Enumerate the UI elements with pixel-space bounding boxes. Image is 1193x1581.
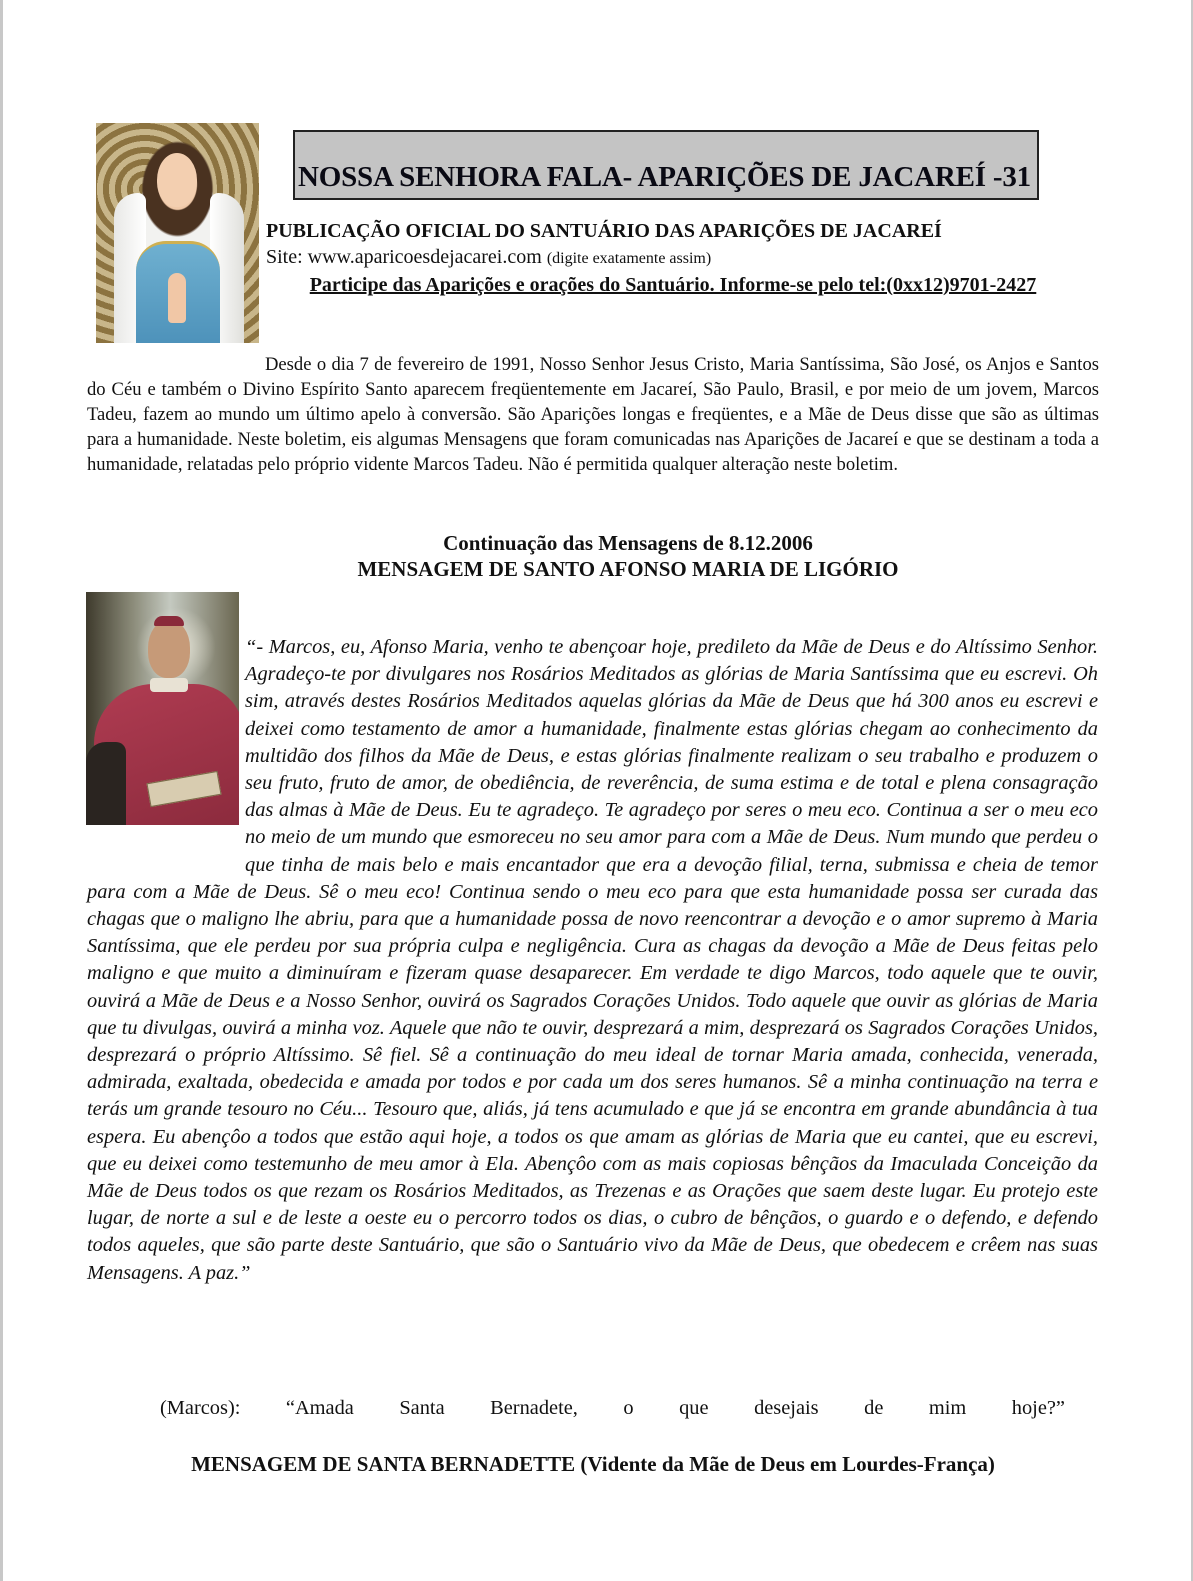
message-quote [87, 634, 1098, 1287]
face [157, 153, 197, 207]
message-text: “- Marcos, eu, Afonso Maria, venho te abençoar hoje, predileto da Mãe de Deus e do Altíssimo Senhor. Agradeço-te por divulgares nos Rosários Meditados as glórias de Maria Santíssima que eu escrevi. Oh sim, através destes Rosários Meditados aquelas glórias da Mãe de Deus que há 300 anos eu escrevi e deixei como testamento de amor a humanidade, finalmente estas glórias chegam ao conhecimento da multidão dos filhos da Mãe de Deus, e estas glórias finalmente realizam o seu trabalho e produzem o seu fruto, fruto de amor, de obediência, de reverência, de suma estima e de total e plena consagração das almas à Mãe de Deus. Eu te agradeço. Te agradeço por seres o meu eco. Continua a ser o meu eco no meio de um mundo que esmoreceu no seu amor para com a Mãe de Deus. Num mundo que perdeu o que tinha de mais belo e mais encantador que era a devoção filial, terna, submissa e cheia de temor para com a Mãe de Deus. Sê o meu eco! Continua sendo o meu eco para que esta humanidade possa ser curada das chagas que o maligno lhe abriu, para que a humanidade possa de novo reencontrar a devoção e o amor supremo à Maria Santíssima, que ele perdeu por sua própria culpa e negligência. Cura as chagas da devoção a Mãe de Deus feitas pelo maligno e que muito a diminuíram e fizeram quase desaparecer. Em verdade te digo Marcos, todo aquele que te ouvir, ouvirá a Mãe de Deus e a Nosso Senhor, ouvirá os Sagrados Corações Unidos. Todo aquele que ouvir as glórias de Maria que tu divulgas, ouvirá a minha voz. Aquele que não te ouvir, desprezará a mim, desprezará os Sagrados Corações Unidos, desprezará o próprio Altíssimo. Sê fiel. Sê a continuação do meu ideal de tornar Maria amada, conhecida, venerada, admirada, exaltada, obedecida e amada por todos e por cada um dos seres humanos. Sê a minha continuação na terra e terás um grande tesouro no Céu... Tesouro que, aliás, já tens acumulado e que já se encontra em grande abundância à tua espera. Eu abençôo a todos que estão aqui hoje, a todos os que amam as glórias de Maria que eu cantei, que eu escrevi, que eu deixei como testemunho de meu amor à Ela. Abençôo com as mais copiosas bênçãos da Imaculada Conceição da Mãe de Deus todos os que rezam os Rosários Meditados, as Trezenas e as Orações que saem deste lugar. Eu protejo este lugar, de norte a sul e de leste a oeste eu o percorro todos os dias, o cubro de bênçãos, o guardo e o defendo, e defendo todos aqueles, que são parte deste Santuário, que são o Santuário vivo da Mãe de Deus, que obedecem e crêem nas suas Mensagens. A paz.” [87, 636, 1098, 1284]
site-line [266, 246, 711, 269]
dialogue-word: (Marcos): [160, 1397, 241, 1419]
message-heading: MENSAGEM DE SANTO AFONSO MARIA DE LIGÓRIO [357, 557, 899, 581]
dialogue-word: desejais [754, 1397, 819, 1419]
dialogue-word: Santa [399, 1397, 445, 1419]
praying-hands [168, 273, 186, 323]
dialogue-word: mim [928, 1397, 967, 1419]
dialogue-word: o [623, 1397, 634, 1419]
intro-paragraph: Desde o dia 7 de fevereiro de 1991, Nosso Senhor Jesus Cristo, Maria Santíssima, São José, os Anjos e Santos do Céu e também o Divino Espírito Santo aparecem freqüentemente em Jacareí, São Paulo, Brasil, e por meio de um jovem, Marcos Tadeu, fazem ao mundo um último apelo à conversão. São Aparições longas e freqüentes, e a Mãe de Deus disse que são as últimas para a humanidade. Neste boletim, eis algumas Mensagens que foram comunicadas nas Aparições de Jacareí e que se destinam a toda a humanidade, relatadas pelo próprio vidente Marcos Tadeu. Não é permitida qualquer alteração neste boletim. [87, 354, 1099, 475]
zucchetto [154, 616, 184, 626]
dialogue-word: hoje?” [1011, 1397, 1065, 1419]
dialogue-line [160, 1397, 1065, 1420]
dialogue-word: Bernadete, [490, 1397, 578, 1419]
publication-line: PUBLICAÇÃO OFICIAL DO SANTUÁRIO DAS APARIÇÕES DE JACAREÍ [266, 220, 942, 242]
bulletin-title-box [293, 130, 1039, 200]
continuation-heading: Continuação das Mensagens de 8.12.2006 [443, 531, 813, 555]
contact-line: Participe das Aparições e orações do Santuário. Informe-se pelo tel:(0xx12)9701-2427 [309, 274, 1037, 296]
mary-statue-image [96, 123, 259, 343]
dialogue-word: “Amada [285, 1397, 354, 1419]
site-url[interactable]: Site: www.aparicoesdejacarei.com [266, 246, 542, 268]
dialogue-word: de [864, 1397, 884, 1419]
image-wrap-spacer [87, 634, 245, 852]
page-edge-left [0, 0, 3, 1581]
site-note: (digite exatamente assim) [546, 250, 712, 267]
dialogue-word: que [679, 1397, 709, 1419]
bernadette-heading: MENSAGEM DE SANTA BERNADETTE (Vidente da Mãe de Deus em Lourdes-França) [191, 1452, 995, 1476]
bulletin-title: NOSSA SENHORA FALA- APARIÇÕES DE JACAREÍ -31 [298, 161, 1031, 193]
